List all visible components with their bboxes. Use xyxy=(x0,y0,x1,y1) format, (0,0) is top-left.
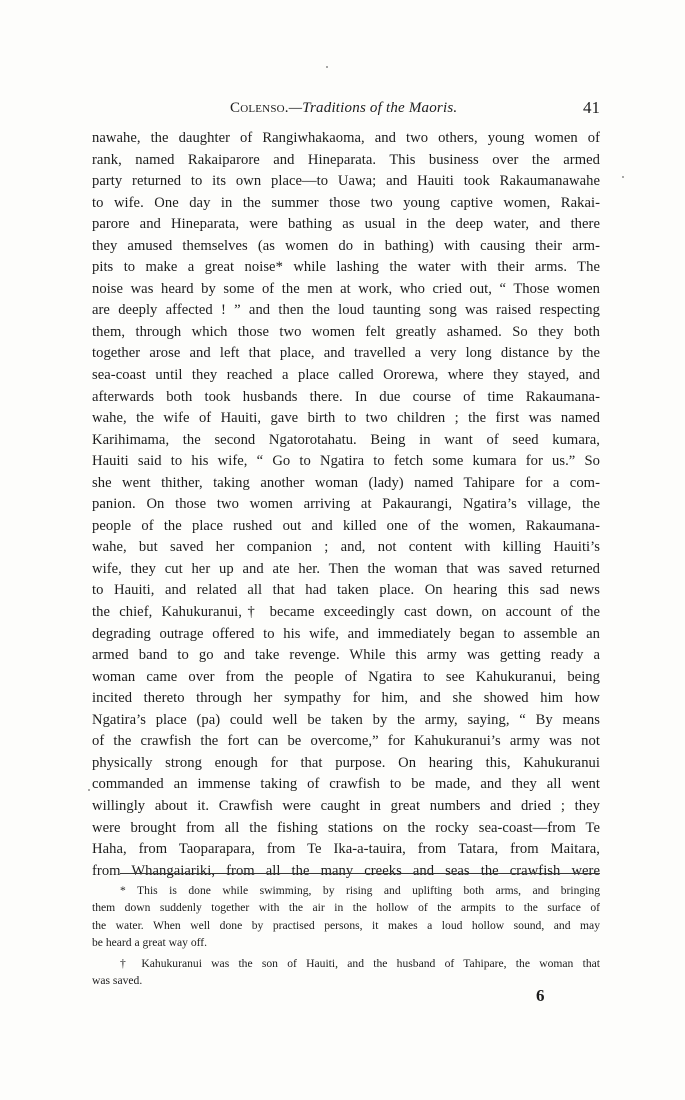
footnote-rule xyxy=(120,873,600,874)
text-line: woman came over from the people of Ngatira to see Kahukuranui, being xyxy=(92,668,600,685)
footnote-line: was saved. xyxy=(92,974,143,988)
text-line: physically strong enough for that purpose. On hearing this, Kahukuranui xyxy=(92,754,600,771)
text-line: commanded an immense taking of crawfish to be made, and they all went xyxy=(92,776,600,793)
text-line: together arose and left that place, and travelled a very long distance by the xyxy=(92,345,600,362)
text-line: incited thereto through her sympathy for him, and she showed him how xyxy=(92,690,600,707)
running-title xyxy=(230,100,457,117)
footnote-line: † Kahukuranui was the son of Hauiti, and the husband of Tahipare, the woman that xyxy=(120,957,600,971)
text-line: Haha, from Taoparapara, from Te Ika-a-tauira, from Tatara, from Maitara, xyxy=(92,841,600,858)
footnotes xyxy=(92,882,600,990)
text-line: degrading outrage offered to his wife, and immediately began to assemble an xyxy=(92,625,600,642)
signature-mark: 6 xyxy=(536,986,545,1005)
text-line: to Hauiti, and related all that had taken place. On hearing this sad news xyxy=(92,582,600,599)
text-line: they amused themselves (as women do in bathing) with causing their arm- xyxy=(92,237,600,254)
text-line: from Whangaiariki, from all the many creeks and seas the crawfish were xyxy=(92,862,600,879)
text-line: wife, they cut her up and ate her. Then the woman that was saved returned xyxy=(92,560,600,577)
text-line: sea-coast until they reached a place called Ororewa, where they stayed, and xyxy=(92,367,600,384)
footnote-line: them down suddenly together with the air in the hollow of the armpits to the surface of xyxy=(92,901,600,915)
text-line: them, through which those two women felt greatly ashamed. So they both xyxy=(92,323,600,340)
scan-speck xyxy=(326,66,328,68)
text-line: armed band to go and take revenge. While this army was getting ready a xyxy=(92,647,600,664)
text-line: rank, named Rakaiparore and Hineparata. This business over the armed xyxy=(92,151,600,168)
text-line: noise was heard by some of the men at work, who cried out, “ Those women xyxy=(92,280,600,297)
scan-speck xyxy=(88,789,90,791)
text-line: willingly about it. Crawfish were caught in great numbers and dried ; they xyxy=(92,797,600,814)
text-line: pits to make a great noise* while lashing the water with their arms. The xyxy=(92,259,600,276)
footnote-line: * This is done while swimming, by rising and uplifting both arms, and bringing xyxy=(120,884,600,897)
text-line: Hauiti said to his wife, “ Go to Ngatira to fetch some kumara for us.” So xyxy=(92,453,600,470)
text-line: the chief, Kahukuranui,† became exceedingly cast down, on account of the xyxy=(92,604,600,621)
scan-speck xyxy=(622,176,624,178)
text-line: wahe, but saved her companion ; and, not content with killing Hauiti’s xyxy=(92,539,600,556)
text-line: wahe, the wife of Hauiti, gave birth to two children ; the first was named xyxy=(92,410,600,427)
header-title: —Traditions of the Maoris. xyxy=(288,100,458,116)
footnote-line: be heard a great way off. xyxy=(92,935,208,949)
text-line: people of the place rushed out and killed one of the women, Rakaumana- xyxy=(92,517,600,534)
text-line: to wife. One day in the summer those two young captive women, Rakai- xyxy=(92,194,600,211)
text-line: panion. On those two women arriving at Pakaurangi, Ngatira’s village, the xyxy=(92,496,600,513)
text-line: party returned to its own place—to Uawa; and Hauiti took Rakaumanawahe xyxy=(92,173,600,190)
text-line: afterwards both took husbands there. In due course of time Rakaumana- xyxy=(92,388,600,405)
body-text xyxy=(92,128,600,882)
text-line: of the crawfish the fort can be overcome,” for Kahukuranui’s army was not xyxy=(92,733,600,750)
text-line: Karihimama, the second Ngatorotahatu. Being in want of seed kumara, xyxy=(92,431,600,448)
footnote-line: the water. When well done by practised persons, it makes a loud hollow sound, and may xyxy=(92,918,600,932)
text-line: nawahe, the daughter of Rangiwhakaoma, and two others, young women of xyxy=(92,130,600,146)
header-author: Colenso. xyxy=(230,100,289,116)
text-line: Ngatira’s place (pa) could well be taken by the army, saying, “ By means xyxy=(92,711,600,728)
text-line: are deeply affected ! ” and then the loud taunting song was raised respecting xyxy=(92,302,600,319)
text-line: parore and Hineparata, were bathing as usual in the deep water, and there xyxy=(92,216,600,233)
page-number: 41 xyxy=(583,98,600,117)
text-line: were brought from all the fishing stations on the rocky sea-coast—from Te xyxy=(92,819,600,836)
text-line: she went thither, taking another woman (lady) named Tahipare for a com- xyxy=(92,474,600,491)
running-header xyxy=(92,100,600,122)
